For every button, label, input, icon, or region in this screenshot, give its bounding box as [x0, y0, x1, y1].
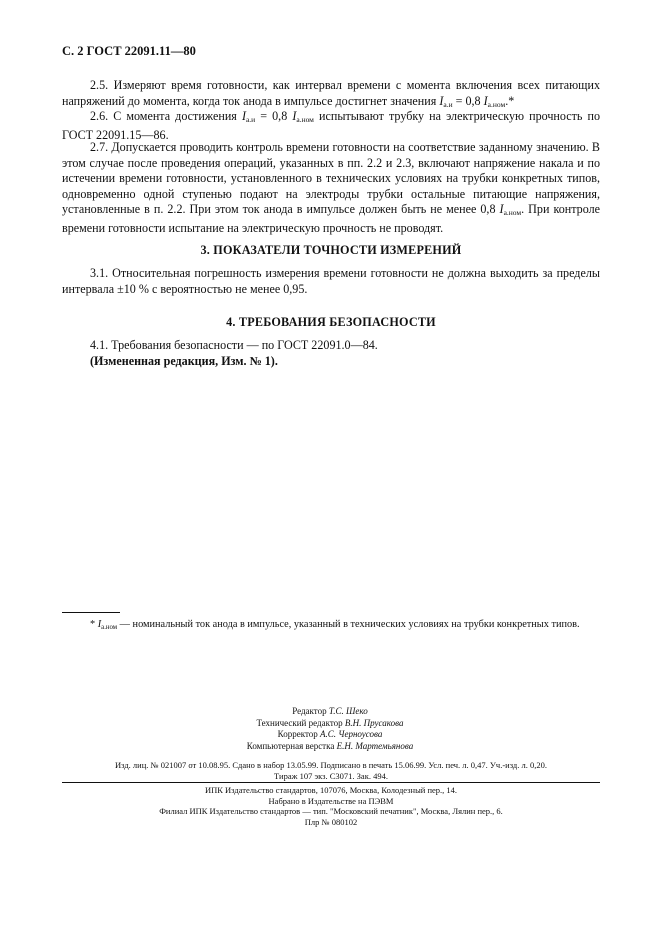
footnote-sub-anom: а.ном [101, 624, 118, 631]
imprint-line-4: Набрано в Издательстве на ПЭВМ [268, 795, 394, 806]
paragraph-2-7 [62, 140, 600, 237]
credit-tech-editor-name: В.Н. Прусакова [344, 717, 404, 728]
p27-symbol-i: I [499, 202, 504, 217]
imprint-line-6: Плр № 080102 [304, 816, 358, 827]
section-3-heading: 3. ПОКАЗАТЕЛИ ТОЧНОСТИ ИЗМЕРЕНИЙ [200, 243, 462, 257]
credit-proofreader-name: А.С. Черноусова [320, 729, 383, 739]
p27-text-b: . При контроле времени готовности испытание на электрическую прочность не проводят. [62, 202, 601, 235]
imprint-line-3: ИПК Издательство стандартов, 107076, Москва, Колодезный пер., 14. [204, 785, 458, 795]
credit-layout [200, 741, 460, 753]
p27-sub-anom: а.ном [503, 208, 522, 218]
footnote-divider [62, 612, 120, 613]
footnote-symbol-i: I [97, 619, 102, 630]
imprint-line-5: Филиал ИПК Издательство стандартов — тип. "Московский печатник", Москва, Лялин пер., 6. [159, 806, 503, 816]
p26-sub-ai: а.и [245, 115, 256, 124]
credit-proofreader [200, 729, 460, 741]
edition-note: (Измененная редакция, Изм. № 1). [90, 354, 278, 368]
p25-symbol-i: I [439, 93, 444, 108]
section-4-heading: 4. ТРЕБОВАНИЯ БЕЗОПАСНОСТИ [226, 315, 436, 329]
credit-layout-name: Е.Н. Мартемьянова [336, 740, 414, 751]
p27-text-a: 2.7. Допускается проводить контроль времени готовности на соответствие заданному значению. В этом случае после проведения операций, указанных в пп. 2.2 и 2.3, включают напряжение накала и по истечении времени готовности, установленного в технических условиях на трубки конкретных типов, одновременно одной ступенью подают на электроды трубки остальные питающие напряжения, установленные в п. 2.2. При этом ток анода в импульсе должен быть не менее 0,8 [62, 140, 600, 217]
footnote [62, 618, 600, 634]
p25-sub-ai: а.и [443, 99, 453, 109]
p26-symbol-i2: I [292, 109, 297, 123]
footnote-text: — номинальный ток анода в импульсе, указанный в технических условиях на трубки конкретных типов. [117, 619, 580, 630]
p25-sub-anom: а.ном [487, 99, 506, 109]
imprint-line-1: Изд. лиц. № 021007 от 10.08.95. Сдано в набор 13.05.99. Подписано в печать 15.06.99. Усл. печ. л. 0,47. Уч.-изд. л. 0,20. [115, 760, 547, 770]
page-header: С. 2 ГОСТ 22091.11—80 [62, 44, 196, 58]
footnote-star: * [90, 619, 98, 630]
p26-tail: испытывают трубку на электрическую прочность по ГОСТ 22091.15—86. [62, 109, 600, 142]
p26-sub-anom: а.ном [296, 115, 314, 124]
p25-symbol-i2: I [483, 93, 488, 108]
imprint-top [62, 760, 600, 781]
p25-tail: .* [505, 93, 515, 108]
p26-symbol-i: I [241, 109, 246, 123]
p26-text: 2.6. С момента достижения [90, 109, 242, 123]
p25-eq: = 0,8 [452, 93, 484, 108]
credits-block [200, 706, 460, 752]
p26-eq: = 0,8 [255, 109, 293, 123]
paragraph-3-1: 3.1. Относительная погрешность измерения времени готовности не должна выходить за пределы интервала ±10 % с вероятностью не менее 0,95. [62, 266, 600, 296]
credit-editor-label: Редактор [292, 706, 329, 716]
credit-layout-label: Компьютерная верстка [246, 740, 337, 751]
paragraph-2-6 [62, 109, 600, 143]
paragraph-2-5 [62, 78, 600, 112]
credit-editor-name: Т.С. Шеко [328, 706, 368, 716]
p25-text: 2.5. Измеряют время готовности, как интервал времени с момента включения всех питающих напряжений до момента, когда ток анода в импульсе достигнет значения [62, 78, 600, 108]
credit-editor [200, 706, 460, 718]
credit-tech-editor [200, 718, 460, 730]
imprint-line-2: Тираж 107 экз. С3071. Зак. 494. [274, 770, 388, 781]
imprint-bottom [62, 785, 600, 827]
paragraph-4-1: 4.1. Требования безопасности — по ГОСТ 22091.0—84. [90, 338, 378, 352]
credit-proofreader-label: Корректор [277, 729, 321, 739]
imprint-divider [62, 782, 600, 783]
credit-tech-editor-label: Технический редактор [256, 717, 345, 728]
